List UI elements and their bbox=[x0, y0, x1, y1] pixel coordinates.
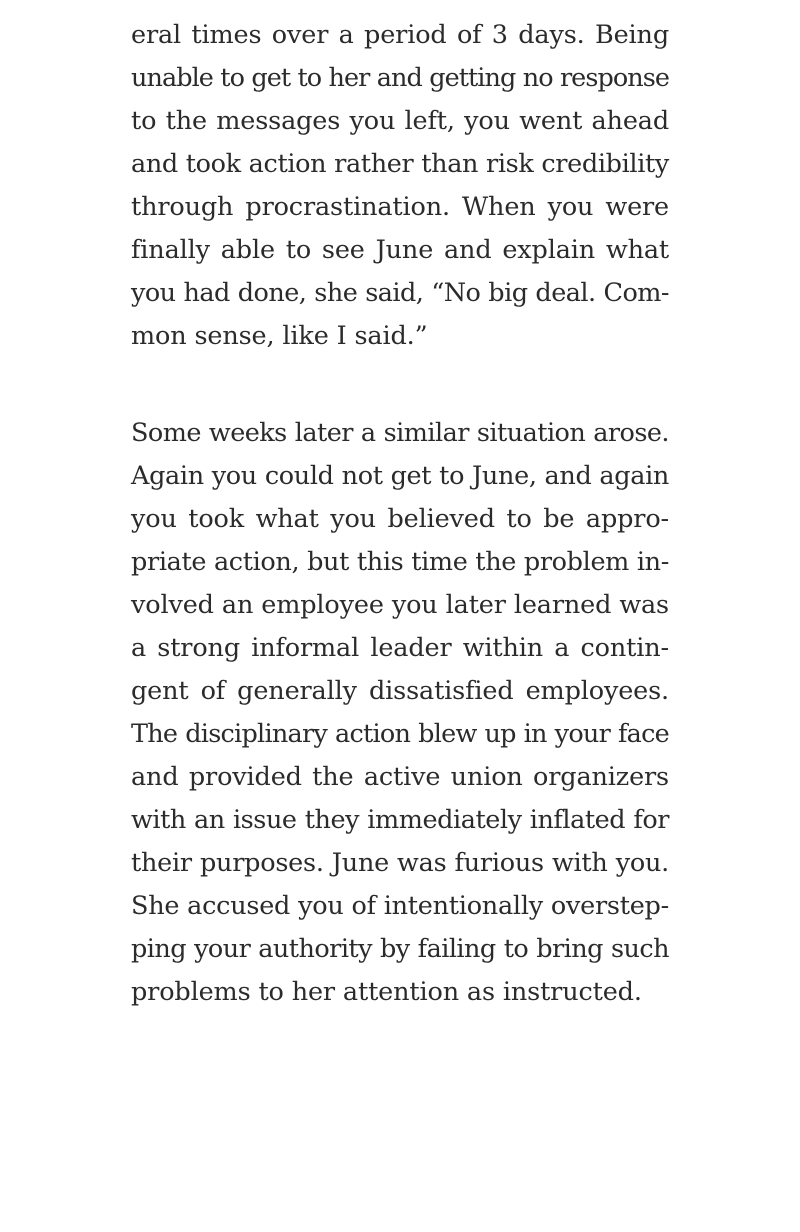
text-line: mon sense, like I said.” bbox=[131, 321, 428, 351]
paragraph-1 bbox=[131, 14, 669, 358]
text-line: eral times over a period of 3 days. Being bbox=[131, 20, 669, 50]
text-line: gent of generally dissatisfied employees. bbox=[131, 676, 669, 706]
text-line: through procrastination. When you were bbox=[131, 192, 669, 222]
text-line: Some weeks later a similar situation arose. bbox=[131, 418, 669, 448]
text-line: a strong informal leader within a contin- bbox=[131, 633, 669, 663]
text-line: unable to get to her and getting no response bbox=[131, 63, 669, 93]
book-page-text bbox=[131, 14, 669, 1014]
text-line: She accused you of intentionally overstep- bbox=[131, 891, 669, 921]
text-line: to the messages you left, you went ahead bbox=[131, 106, 669, 136]
text-line: finally able to see June and explain what bbox=[131, 235, 669, 265]
text-line: you had done, she said, “No big deal. Com- bbox=[131, 278, 669, 308]
text-line: Again you could not get to June, and again bbox=[131, 461, 669, 491]
text-line: and took action rather than risk credibility bbox=[131, 149, 669, 179]
text-line: The disciplinary action blew up in your face bbox=[131, 719, 669, 749]
text-line: priate action, but this time the problem in- bbox=[131, 547, 669, 577]
paragraph-2 bbox=[131, 412, 669, 1014]
text-line: their purposes. June was furious with you. bbox=[131, 848, 669, 878]
text-line: ping your authority by failing to bring such bbox=[131, 934, 669, 964]
text-line: you took what you believed to be appro- bbox=[131, 504, 669, 534]
text-line: with an issue they immediately inflated for bbox=[131, 805, 669, 835]
text-line: volved an employee you later learned was bbox=[131, 590, 669, 620]
text-line: problems to her attention as instructed. bbox=[131, 977, 642, 1007]
text-line: and provided the active union organizers bbox=[131, 762, 669, 792]
